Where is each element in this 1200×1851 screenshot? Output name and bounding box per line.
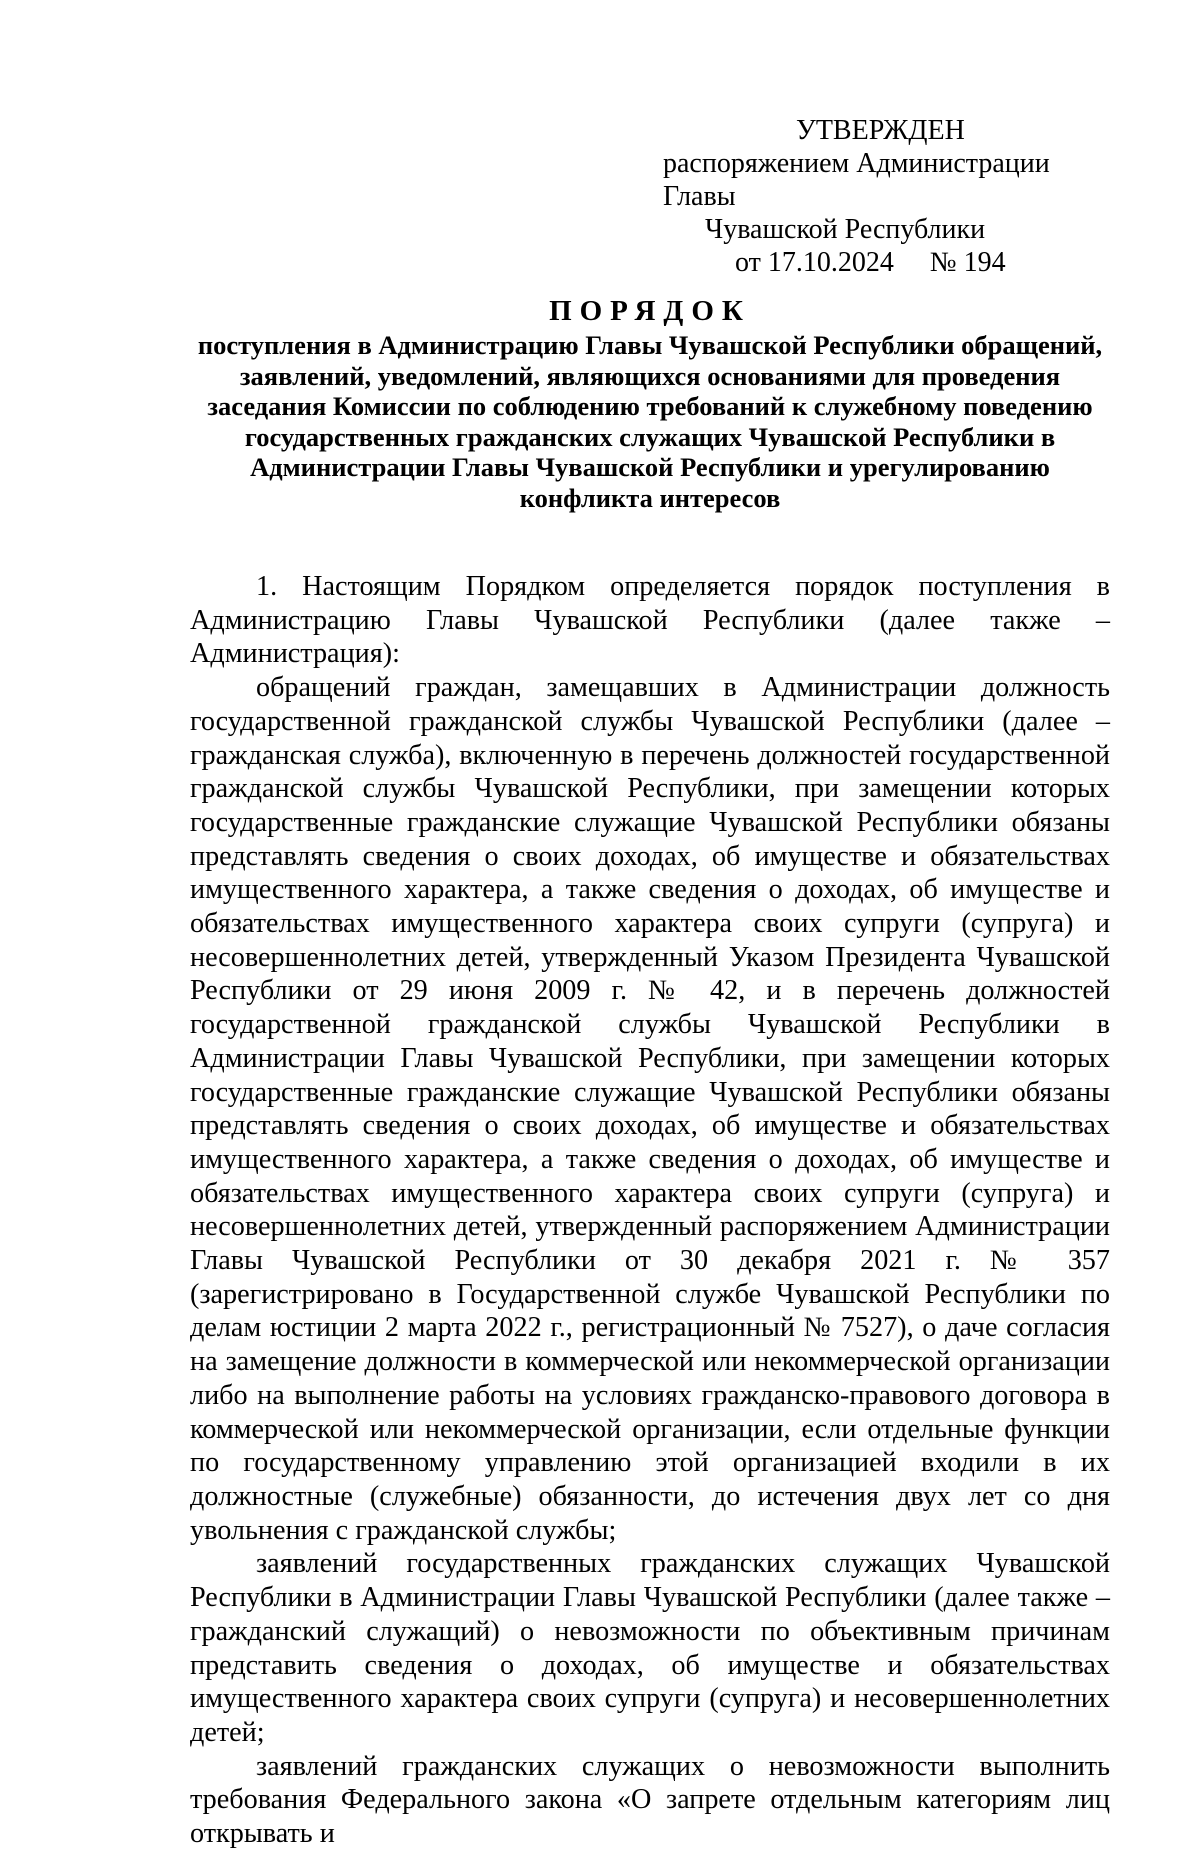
approval-line-1: распоряжением Администрации Главы [663, 148, 1050, 212]
document-title [190, 293, 1110, 514]
approval-heading: УТВЕРЖДЕН [796, 115, 965, 146]
paragraph-3: заявлений государственных гражданских служащих Чувашской Республики в Администрации Главы Чувашской Республики (далее также – гражданский служащий) о невозможности по объективным причинам представить сведения о доходах, об имуществе и обязательствах имущественного характера своих супруги (супруга) и несовершеннолетних детей; [190, 1548, 1110, 1748]
approval-number: № 194 [929, 247, 1006, 278]
approval-stamp [620, 114, 1100, 279]
paragraph-4: заявлений гражданских служащих о невозможности выполнить требования Федерального закона «О запрете отдельным категориям лиц открывать и [190, 1750, 1110, 1850]
approval-date: от 17.10.2024 [735, 247, 894, 278]
document-body [190, 570, 1110, 1851]
approval-line-2: Чувашской Республики [705, 214, 986, 245]
paragraph-2: обращений граждан, замещавших в Администрации должность государственной гражданской службы Чувашской Республики (далее – гражданская служба), включенную в перечень должностей государственной гражданской службы Чувашской Республики, при замещении которых государственные гражданские служащие Чувашской Республики обязаны представлять сведения о своих доходах, об имуществе и обязательствах имущественного характера, а также сведения о доходах, об имуществе и обязательствах имущественного характера своих супруги (супруга) и несовершеннолетних детей, утвержденный Указом Президента Чувашской Республики от 29 июня 2009 г. № 42, и в перечень должностей государственной гражданской службы Чувашской Республики в Администрации Главы Чувашской Республики, при замещении которых государственные гражданские служащие Чувашской Республики обязаны представлять сведения о своих доходах, об имуществе и обязательствах имущественного характера, а также сведения о доходах, об имуществе и обязательствах имущественного характера своих супруги (супруга) и несовершеннолетних детей, утвержденный распоряжением Администрации Главы Чувашской Республики от 30 декабря 2021 г. № 357 (зарегистрировано в Государственной службе Чувашской Республики по делам юстиции 2 марта 2022 г., регистрационный № 7527), о даче согласия на замещение должности в коммерческой или некоммерческой организации либо на выполнение работы на условиях гражданско-правового договора в коммерческой или некоммерческой организации, если отдельные функции по государственному управлению этой организацией входили в их должностные (служебные) обязанности, до истечения двух лет со дня увольнения с гражданской службы; [190, 672, 1110, 1546]
paragraph-1: 1. Настоящим Порядком определяется порядок поступления в Администрацию Главы Чувашской Республики (далее также – Администрация): [190, 571, 1110, 670]
document-title-main: ПОРЯДОК [549, 295, 751, 327]
approval-date-line [620, 246, 1100, 279]
document-subtitle: поступления в Администрацию Главы Чувашской Республики обращений, заявлений, уведомлений, являющихся основаниями для проведения заседания Комиссии по соблюдению требований к служебному поведению государственных гражданских служащих Чувашской Республики в Администрации Главы Чувашской Республики и урегулированию конфликта интересов [197, 330, 1103, 513]
